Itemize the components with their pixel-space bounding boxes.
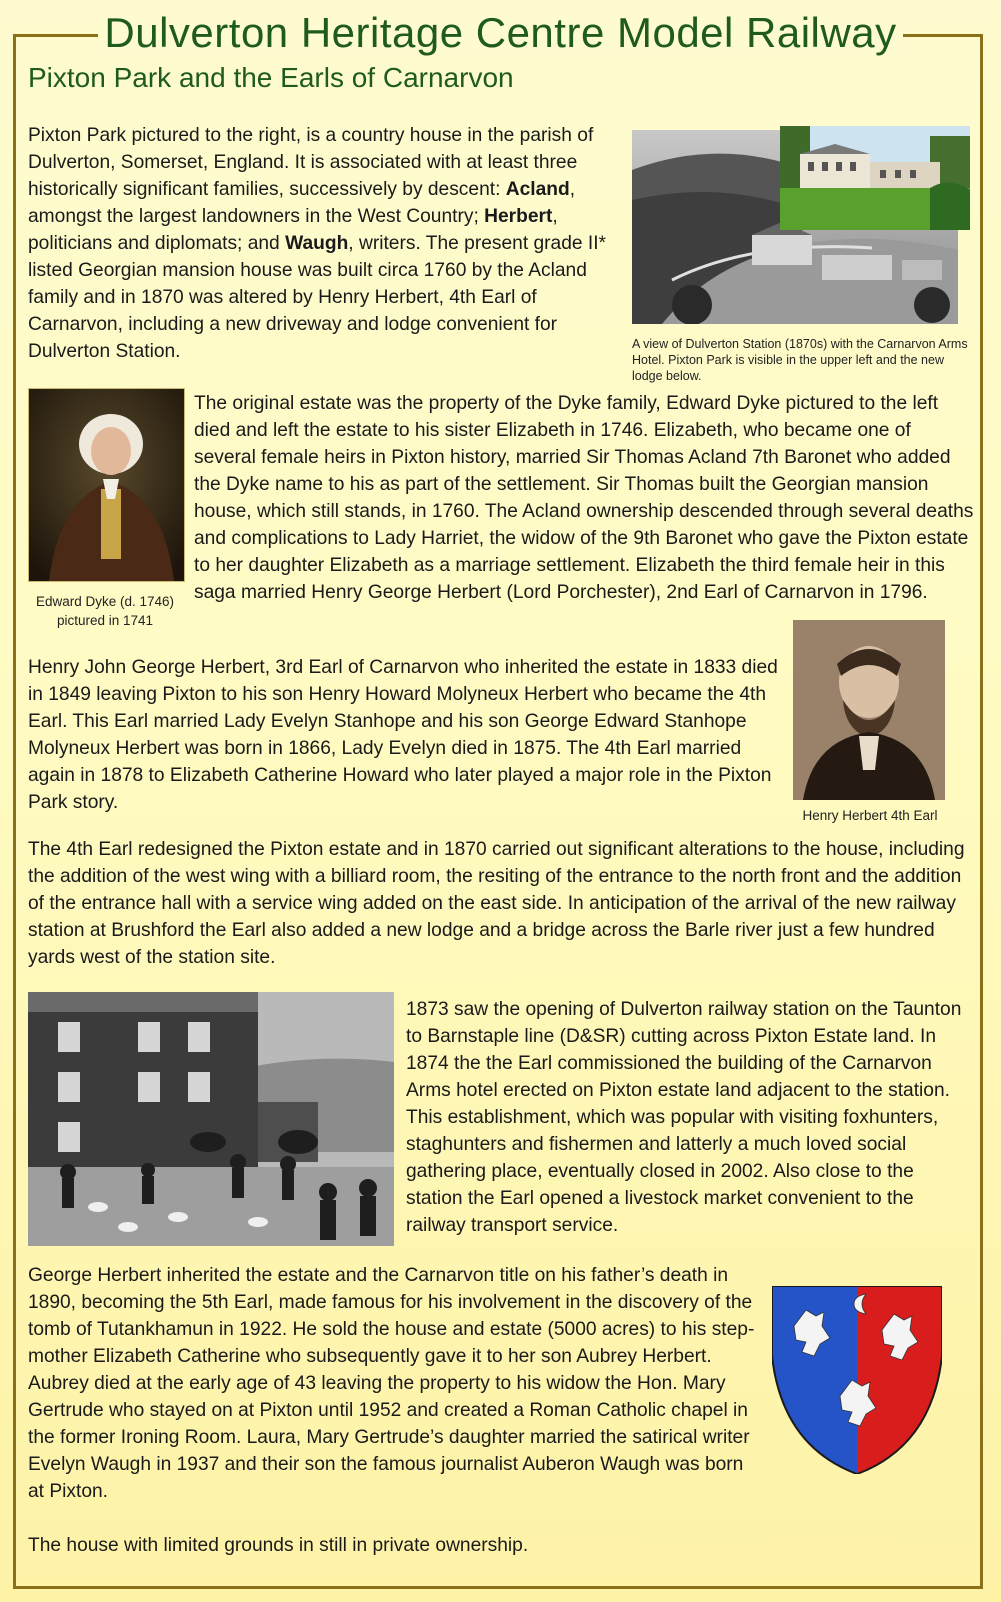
intro-acland: Acland [505,179,570,200]
page-title-wrap [0,8,1001,58]
third-earl-paragraph: Henry John George Herbert, 3rd Earl of Carnarvon who inherited the estate in 1833 died in 1849 leaving Pixton to his son Henry Howard Molyneux Herbert who became the 4th Earl. This Earl married Lady Evelyn Stanhope and his son George Edward Stanhope Molyneux Herbert was born in 1866, Lady Evelyn died in 1875. The 4th Earl married again in 1878 to Elizabeth Catherine Howard who later played a major role in the Pixton Park story. [28,657,778,813]
fourth-earl-paragraph: The 4th Earl redesigned the Pixton estate and in 1870 carried out significant alterations to the house, including the addition of the west wing with a billiard room, the resiting of the entrance to the north front and the addition of the entrance hall with a service wing added on the east side. In anticipation of the arrival of the new railway station at Brushford the Earl also added a new lodge and a bridge across the Barle river just a few hundred yards west of the station site. [28,839,965,968]
george-paragraph: George Herbert inherited the estate and the Carnarvon title on his father’s death in 1890, becoming the 5th Earl, made famous for his involvement in the discovery of the tomb of Tutankhamun in 1922. He sold the house and estate (5000 acres) to his step-mother Elizabeth Catherine who subsequently gave it to her son Aubrey Herbert. Aubrey died at the early age of 43 leaving the property to his widow the Hon. Mary Gertrude who stayed on at Pixton until 1952 and created a Roman Catholic chapel in the former Ironing Room. Laura, Mary Gertrude’s daughter married the satirical writer Evelyn Waugh in 1937 and their son the famous journalist Auberon Waugh was born at Pixton. [28,1265,755,1502]
intro-herbert: Herbert [484,206,553,227]
station-caption: A view of Dulverton Station (1870s) with the Carnarvon Arms Hotel. Pixton Park is visible in the upper left and the new lodge below. [632,337,968,383]
coat-of-arms [772,1286,942,1474]
closing-paragraph: The house with limited grounds in still in private ownership. [28,1535,529,1556]
mansion-photo [780,126,970,230]
intro-text-3: , politicians and diplomats; and [28,206,558,254]
shield-icon [772,1286,942,1474]
hunt-photo [28,992,394,1246]
dyke-caption-line-1: Edward Dyke (d. 1746) [35,594,175,609]
portrait-icon [29,389,184,581]
intro-waugh: Waugh [285,233,349,254]
dyke-portrait [28,388,185,582]
dyke-caption-line-2: pictured in 1741 [56,613,154,628]
intro-paragraph [28,122,618,365]
portrait-icon [793,620,945,800]
page-subtitle: Pixton Park and the Earls of Carnarvon [28,62,514,93]
dyke-caption [20,592,190,630]
station-1873-paragraph: 1873 saw the opening of Dulverton railway station on the Taunton to Barnstaple line (D&SR) cutting across Pixton Estate land. In 1874 the the Earl commissioned the building of the Carnarvon Arms hotel erected on Pixton estate land adjacent to the station. This establishment, which was popular with visiting foxhunters, staghunters and fishermen and latterly a much loved social gathering place, eventually closed in 2002. Also close to the station the Earl opened a livestock market convenient to the railway transport service. [406,999,962,1236]
intro-text-1: Pixton Park pictured to the right, is a country house in the parish of Dulverton, Somerset, England. It is associated with at least three historically significant families, successively by descent: [28,125,594,200]
intro-text-4: , writers. The present grade II* listed Georgian mansion house was built circa 1760 by the Acland family and in 1870 was altered by Henry Herbert, 4th Earl of Carnarvon, including a new driveway and lodge convenient for Dulverton Station. [28,233,607,362]
intro-text-2: , amongst the largest landowners in the West Country; [28,179,576,227]
page-title: Dulverton Heritage Centre Model Railway [98,8,902,58]
herbert-portrait [793,620,945,800]
dyke-paragraph: The original estate was the property of the Dyke family, Edward Dyke pictured to the left died and left the estate to his sister Elizabeth in 1746. Elizabeth, who became one of several female heirs in Pixton history, married Sir Thomas Acland 7th Baronet who added the Dyke name to his as part of the settlement. Sir Thomas built the Georgian mansion house, which still stands, in 1760. The Acland ownership descended through several deaths and complications to Lady Harriet, the widow of the 9th Baronet who gave the Pixton estate to her daughter Elizabeth as a marriage settlement. Elizabeth the third female heir in this saga married Henry George Herbert (Lord Porchester), 2nd Earl of Carnarvon in 1796. [194,393,974,603]
herbert-caption: Henry Herbert 4th Earl [802,808,938,823]
